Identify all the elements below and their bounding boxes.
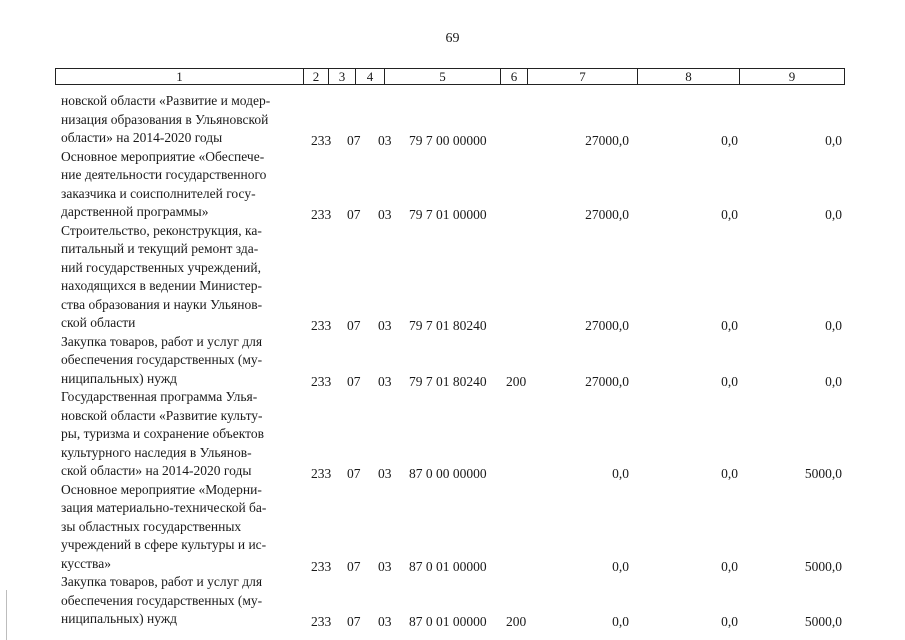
header-col-3: 3 bbox=[328, 69, 355, 84]
header-col-6: 6 bbox=[500, 69, 527, 84]
description-line: ние деятельности государственного bbox=[61, 167, 267, 182]
value-code-gr: 233 bbox=[311, 207, 332, 222]
header-col-1: 1 bbox=[176, 69, 183, 84]
description-line: новской области «Развитие и модер- bbox=[61, 93, 271, 108]
value-code-rz: 07 bbox=[347, 207, 361, 222]
description-line: заказчика и соисполнителей госу- bbox=[61, 185, 256, 201]
value-amount-9: 0,0 bbox=[825, 373, 842, 389]
value-code-rz: 07 bbox=[347, 466, 361, 481]
value-amount-8: 0,0 bbox=[721, 133, 738, 148]
value-amount-9: 5000,0 bbox=[804, 558, 842, 574]
value-code-gr: 233 bbox=[311, 133, 332, 148]
value-amount-7: 27000,0 bbox=[585, 133, 629, 148]
scan-margin-line bbox=[6, 590, 7, 640]
value-code-rz: 07 bbox=[347, 133, 361, 148]
description-line: зы областных государственных bbox=[61, 518, 242, 534]
description-line: питальный и текущий ремонт зда- bbox=[61, 241, 259, 256]
description-line: ской области» на 2014-2020 годы bbox=[61, 463, 252, 478]
page-number: 69 bbox=[445, 31, 460, 46]
value-code-gr: 233 bbox=[311, 558, 332, 574]
value-code-gr: 233 bbox=[311, 373, 332, 389]
value-amount-7: 0,0 bbox=[612, 614, 629, 629]
header-col-8: 8 bbox=[637, 69, 739, 84]
value-code-pr: 03 bbox=[378, 133, 392, 148]
description-line: дарственной программы» bbox=[61, 204, 209, 219]
description-line: Закупка товаров, работ и услуг для bbox=[61, 333, 263, 349]
row-description bbox=[61, 92, 303, 148]
value-amount-7: 27000,0 bbox=[585, 207, 629, 222]
description-line: учреждений в сфере культуры и ис- bbox=[61, 537, 267, 552]
row-description bbox=[61, 333, 303, 389]
description-line: ниципальных) нужд bbox=[61, 370, 178, 386]
description-line: Закупка товаров, работ и услуг для bbox=[61, 574, 263, 589]
description-line: Государственная программа Улья- bbox=[61, 389, 258, 404]
description-line: ства образования и науки Ульянов- bbox=[61, 296, 263, 312]
value-amount-7: 27000,0 bbox=[585, 318, 629, 333]
value-code-vr: 200 bbox=[506, 614, 527, 629]
value-code-csr: 79 7 00 00000 bbox=[409, 133, 487, 148]
value-code-rz: 07 bbox=[347, 558, 361, 574]
value-code-gr: 233 bbox=[311, 318, 332, 333]
description-line: находящихся в ведении Министер- bbox=[61, 278, 263, 293]
description-line: ниципальных) нужд bbox=[61, 611, 178, 626]
value-code-csr: 87 0 00 00000 bbox=[409, 466, 487, 481]
value-amount-7: 27000,0 bbox=[585, 373, 629, 389]
table-header bbox=[55, 68, 845, 85]
value-amount-9: 0,0 bbox=[825, 318, 842, 333]
value-amount-8: 0,0 bbox=[721, 558, 738, 574]
row-description bbox=[61, 388, 303, 481]
header-col-5: 5 bbox=[384, 69, 500, 84]
value-amount-8: 0,0 bbox=[721, 614, 738, 629]
row-description bbox=[61, 148, 303, 222]
description-line: обеспечения государственных (му- bbox=[61, 592, 263, 608]
value-amount-7: 0,0 bbox=[612, 558, 629, 574]
value-code-pr: 03 bbox=[378, 466, 392, 481]
value-code-csr: 87 0 01 00000 bbox=[409, 614, 487, 629]
value-code-pr: 03 bbox=[378, 373, 392, 389]
description-line: новской области «Развитие культу- bbox=[61, 407, 263, 423]
row-description bbox=[61, 222, 303, 333]
value-amount-8: 0,0 bbox=[721, 318, 738, 333]
value-amount-9: 5000,0 bbox=[804, 466, 842, 481]
value-code-csr: 79 7 01 80240 bbox=[409, 373, 487, 389]
description-line: кусства» bbox=[61, 555, 111, 571]
value-amount-7: 0,0 bbox=[612, 466, 629, 481]
header-col-2: 2 bbox=[303, 69, 328, 84]
value-code-gr: 233 bbox=[311, 466, 332, 481]
value-code-pr: 03 bbox=[378, 614, 392, 629]
value-code-csr: 79 7 01 00000 bbox=[409, 207, 487, 222]
value-code-gr: 233 bbox=[311, 614, 332, 629]
description-line: Основное мероприятие «Модерни- bbox=[61, 481, 262, 497]
description-line: зация материально-технической ба- bbox=[61, 500, 267, 515]
description-line: ний государственных учреждений, bbox=[61, 259, 262, 275]
value-code-pr: 03 bbox=[378, 558, 392, 574]
description-line: обеспечения государственных (му- bbox=[61, 352, 263, 367]
description-line: ской области bbox=[61, 315, 136, 330]
value-amount-8: 0,0 bbox=[721, 466, 738, 481]
value-amount-9: 0,0 bbox=[825, 133, 842, 148]
value-code-vr: 200 bbox=[506, 373, 527, 389]
header-col-9: 9 bbox=[739, 69, 844, 84]
value-code-pr: 03 bbox=[378, 318, 392, 333]
value-code-pr: 03 bbox=[378, 207, 392, 222]
value-amount-8: 0,0 bbox=[721, 373, 738, 389]
description-line: Основное мероприятие «Обеспече- bbox=[61, 148, 265, 164]
description-line: Строительство, реконструкция, ка- bbox=[61, 222, 262, 238]
value-code-rz: 07 bbox=[347, 318, 361, 333]
value-amount-9: 5000,0 bbox=[804, 614, 842, 629]
description-line: области» на 2014-2020 годы bbox=[61, 130, 223, 145]
row-description bbox=[61, 573, 303, 629]
row-description bbox=[61, 481, 303, 574]
value-code-rz: 07 bbox=[347, 373, 361, 389]
value-amount-8: 0,0 bbox=[721, 207, 738, 222]
description-line: культурного наследия в Ульянов- bbox=[61, 444, 252, 460]
header-col-4: 4 bbox=[355, 69, 384, 84]
value-amount-9: 0,0 bbox=[825, 207, 842, 222]
value-code-rz: 07 bbox=[347, 614, 361, 629]
description-line: ры, туризма и сохранение объектов bbox=[61, 426, 264, 441]
header-col-7: 7 bbox=[527, 69, 637, 84]
description-line: низация образования в Ульяновской bbox=[61, 111, 269, 127]
value-code-csr: 87 0 01 00000 bbox=[409, 558, 487, 574]
value-code-csr: 79 7 01 80240 bbox=[409, 318, 487, 333]
